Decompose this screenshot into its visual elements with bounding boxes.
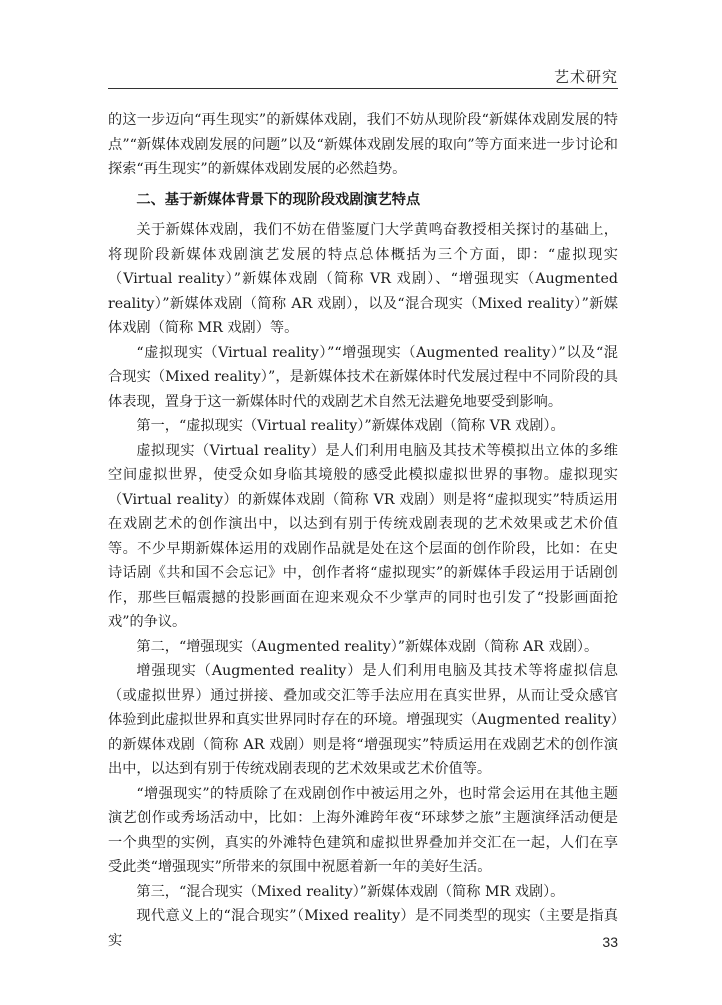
paragraph: 现代意义上的“混合现实”（Mixed reality）是不同类型的现实（主要是指真实 xyxy=(108,908,618,949)
article-body xyxy=(108,108,618,953)
subheading-mr: 第三，“混合现实（Mixed reality）”新媒体戏剧（简称 MR 戏剧）。 xyxy=(136,883,565,900)
header-divider xyxy=(108,88,618,89)
journal-title: 艺术研究 xyxy=(553,68,618,86)
subheading-ar: 第二，“增强现实（Augmented reality）”新媒体戏剧（简称 AR 戏剧）。 xyxy=(136,638,599,655)
paragraph: 增强现实（Augmented reality）是人们利用电脑及其技术等将虚拟信息（或虚拟世界）通过拼接、叠加或交汇等手法应用在真实世界，从而让受众感官体验到此虚拟世界和真实世界同时存在的环境。增强现实（Augmented reality）的新媒体戏剧（简称 AR 戏剧）则是将“增强现实”特质运用在戏剧艺术的创作演出中，以达到有别于传统戏剧表现的艺术效果或艺术价值等。 xyxy=(108,663,618,777)
running-header xyxy=(0,0,722,92)
paragraph: 虚拟现实（Virtual reality）是人们利用电脑及其技术等模拟出立体的多维空间虚拟世界，使受众如身临其境般的感受此模拟虚拟世界的事物。虚拟现实（Virtual reality）的新媒体戏剧（简称 VR 戏剧）则是将“虚拟现实”特质运用在戏剧艺术的创作演出中，以达到有别于传统戏剧表现的艺术效果或艺术价值等。不少早期新媒体运用的戏剧作品就是处在这个层面的创作阶段，比如：在史诗话剧《共和国不会忘记》中，创作者将“虚拟现实”的新媒体手段运用于话剧创作，那些巨幅震撼的投影画面在迎来观众不少掌声的同时也引发了“投影画面抢戏”的争议。 xyxy=(108,442,618,630)
paragraph-continuation: 的这一步迈向“再生现实”的新媒体戏剧，我们不妨从现阶段“新媒体戏剧发展的特点”“新媒体戏剧发展的问题”以及“新媒体戏剧发展的取向”等方面来进一步讨论和探索“再生现实”的新媒体戏剧发展的必然趋势。 xyxy=(108,112,618,177)
subheading-vr: 第一，“虚拟现实（Virtual reality）”新媒体戏剧（简称 VR 戏剧）。 xyxy=(136,418,565,434)
page-number: 33 xyxy=(602,934,618,950)
paragraph: 关于新媒体戏剧，我们不妨在借鉴厦门大学黄鸣奋教授相关探讨的基础上，将现阶段新媒体戏剧演艺发展的特点总体概括为三个方面，即：“虚拟现实（Virtual reality）”新媒体戏剧（简称 VR 戏剧）、“增强现实（Augmented reality）”新媒体戏剧（简称 AR 戏剧），以及“混合现实（Mixed reality）”新媒体戏剧（简称 MR 戏剧）等。 xyxy=(108,222,618,336)
section-heading: 二、基于新媒体背景下的现阶段戏剧演艺特点 xyxy=(136,191,421,208)
paragraph: “虚拟现实（Virtual reality）”“增强现实（Augmented reality）”以及“混合现实（Mixed reality）”，是新媒体技术在新媒体时代发展过程中不同阶段的具体表现，置身于这一新媒体时代的戏剧艺术自然无法避免地要受到影响。 xyxy=(108,344,618,410)
paragraph: “增强现实”的特质除了在戏剧创作中被运用之外，也时常会运用在其他主题演艺创作或秀场活动中，比如：上海外滩跨年夜“环球梦之旅”主题演绎活动便是一个典型的实例，真实的外滩特色建筑和虚拟世界叠加并交汇在一起，人们在享受此类“增强现实”所带来的氛围中祝愿着新一年的美好生活。 xyxy=(108,785,618,875)
